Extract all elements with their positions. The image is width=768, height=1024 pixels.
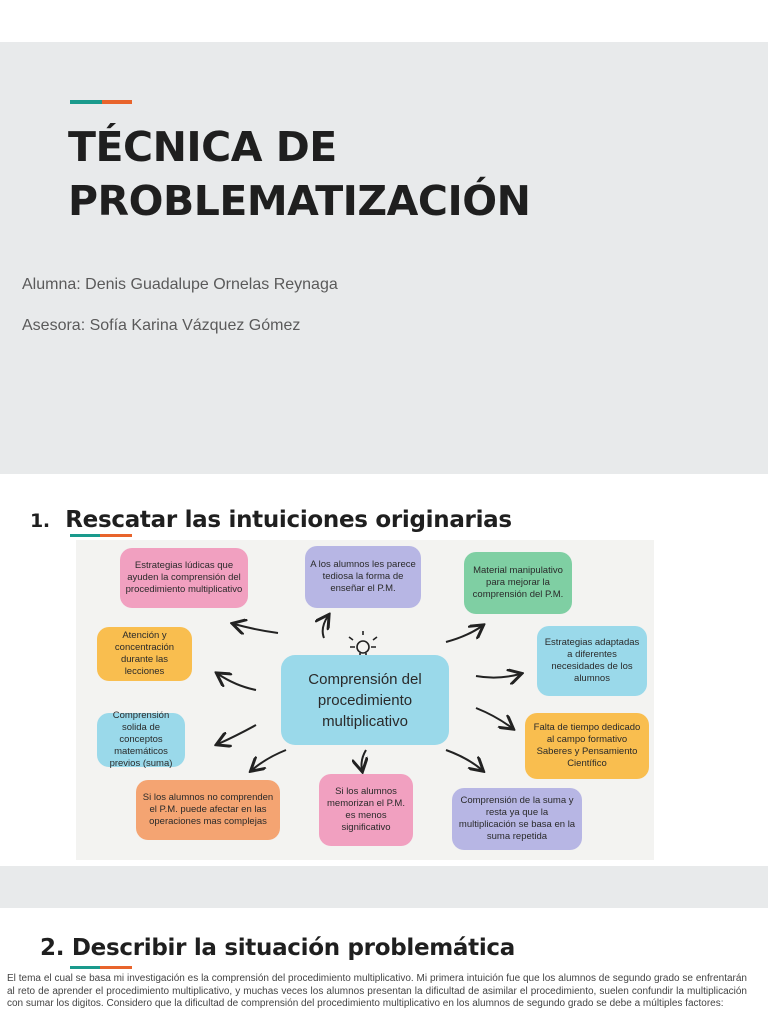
arrow-to-node-6 xyxy=(218,725,256,744)
concept-center-node: Comprensión del procedimiento multiplicativo xyxy=(281,655,449,745)
arrow-to-node-2 xyxy=(323,616,328,638)
concept-node-7: Falta de tiempo dedicado al campo formativo Saberes y Pensamiento Científico xyxy=(525,713,649,779)
section-2-accent-teal xyxy=(70,966,100,969)
section-1-title: Rescatar las intuiciones originarias xyxy=(65,507,512,533)
concept-node-5: Estrategias adaptadas a diferentes necesidades de los alumnos xyxy=(537,626,647,696)
section-1-heading xyxy=(30,507,512,533)
accent-bar-orange xyxy=(102,100,132,104)
student-name: Alumna: Denis Guadalupe Ornelas Reynaga xyxy=(22,276,338,293)
concept-map xyxy=(76,540,654,860)
section-2-number: 2. xyxy=(40,935,65,961)
slide-separator xyxy=(0,866,768,908)
arrow-to-node-7 xyxy=(476,708,512,728)
title-slide xyxy=(0,42,768,474)
section-2-accent-orange xyxy=(100,966,132,969)
page-title xyxy=(68,120,530,228)
concept-node-8: Si los alumnos no comprenden el P.M. puede afectar en las operaciones mas complejas xyxy=(136,780,280,840)
concept-node-3: Material manipulativo para mejorar la comprensión del P.M. xyxy=(464,552,572,614)
advisor-name: Asesora: Sofía Karina Vázquez Gómez xyxy=(22,317,301,334)
section-1-accent-orange xyxy=(100,534,132,537)
concept-node-1: Estrategias lúdicas que ayuden la comprensión del procedimiento multiplicativo xyxy=(120,548,248,608)
title-line-1: TÉCNICA DE xyxy=(68,123,337,171)
section-2-paragraph: El tema el cual se basa mi investigación es la comprensión del procedimiento multiplicativo. Mi primera intuición fue que los alumnos de segundo grado se enfrentarán al reto de aprender el procedimiento multiplicativo, y muchas veces los alumnos presentan la dificultad de asimilar el procedimiento, suelen confundir la multiplicación con sumar los digitos. Considero que la dificultad de comprensión del procedimiento multiplicativo en los alumnos de segundo grado se debe a múltiples factores: xyxy=(7,973,747,1009)
section-1-accent-teal xyxy=(70,534,100,537)
arrow-to-node-1 xyxy=(234,624,278,633)
concept-node-10: Comprensión de la suma y resta ya que la multiplicación se basa en la suma repetida xyxy=(452,788,582,850)
title-line-2: PROBLEMATIZACIÓN xyxy=(68,177,531,225)
concept-node-6: Comprensión solida de conceptos matemáticos previos (suma) xyxy=(97,713,185,767)
concept-node-2: A los alumnos les parece tediosa la forma de enseñar el P.M. xyxy=(305,546,421,608)
arrow-to-node-3 xyxy=(446,626,482,642)
section-2-title: Describir la situación problemática xyxy=(71,935,515,961)
concept-node-9: Si los alumnos memorizan el P.M. es menos significativo xyxy=(319,774,413,846)
accent-bar-teal xyxy=(70,100,102,104)
arrow-to-node-9 xyxy=(362,750,367,770)
section-1-number: 1. xyxy=(30,510,50,532)
arrow-to-node-5 xyxy=(476,674,520,678)
arrow-to-node-4 xyxy=(218,674,256,690)
arrow-to-node-8 xyxy=(252,750,286,770)
concept-node-4: Atención y concentración durante las lecciones xyxy=(97,627,192,681)
arrow-to-node-10 xyxy=(446,750,482,770)
section-2-heading xyxy=(40,935,515,961)
